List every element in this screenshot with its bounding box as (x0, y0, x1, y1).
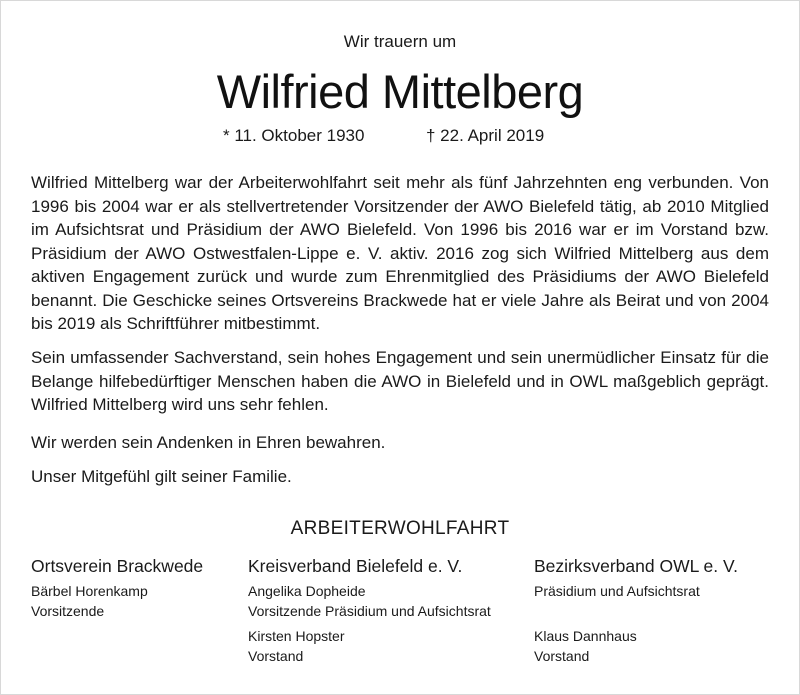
signatory-role: Vorstand (534, 648, 590, 664)
body-paragraph-remembrance: Wir werden sein Andenken in Ehren bewahren. (31, 433, 386, 452)
signatory-name: Angelika Dopheide (248, 583, 366, 599)
signatory (534, 581, 738, 601)
signature-column-ortsverein (31, 555, 203, 621)
signatory (534, 626, 738, 666)
birth-date: * 11. Oktober 1930 (223, 126, 365, 145)
signatory-role: Präsidium und Aufsichtsrat (534, 583, 700, 599)
signatory-role: Vorstand (248, 648, 304, 664)
deceased-name: Wilfried Mittelberg (216, 65, 584, 118)
signature-column-bezirksverband (534, 555, 738, 666)
signatory (248, 626, 491, 666)
signatory-role: Vorsitzende (31, 603, 105, 619)
signatory-role: Vorsitzende Präsidium und Aufsichtsrat (248, 603, 491, 619)
signatory (248, 581, 491, 621)
body-paragraph-condolence: Unser Mitgefühl gilt seiner Familie. (31, 467, 292, 486)
signature-column-kreisverband (248, 555, 491, 666)
death-date: † 22. April 2019 (426, 126, 545, 145)
column-title: Kreisverband Bielefeld e. V. (248, 556, 463, 576)
organization-name: ARBEITERWOHLFAHRT (290, 518, 510, 539)
signatory-name: Kirsten Hopster (248, 628, 345, 644)
intro-text: Wir trauern um (343, 32, 457, 51)
signatory-name: Bärbel Horenkamp (31, 583, 148, 599)
body-paragraph-tribute: Sein umfassender Sachverstand, sein hohes Engagement und sein unermüdlicher Einsatz für die Belange hilfebedürftiger Menschen haben die AWO in Bielefeld und in OWL maßgeblich geprägt. Wilfried Mittelberg wird uns sehr fehlen. (31, 348, 769, 414)
body-paragraph-biography: Wilfried Mittelberg war der Arbeiterwohlfahrt seit mehr als fünf Jahrzehnten eng verbunden. Von 1996 bis 2004 war er als stellvertretender Vorsitzender der AWO Bielefeld tätig, ab 2010 Mitglied im Aufsichtsrat und Präsidium der AWO Bielefeld. Von 1996 bis 2016 war er im Vorstand bzw. Präsidium der AWO Ostwestfalen-Lippe e. V. aktiv. 2016 zog sich Wilfried Mittelberg aus dem aktiven Engagement zurück und wurde zum Ehrenmitglied des Präsidiums der AWO Bielefeld benannt. Die Geschicke seines Ortsvereins Brackwede hat er viele Jahre als Beirat und von 2004 bis 2019 als Schriftführer mitbestimmt. (31, 173, 769, 333)
signatory-name: Klaus Dannhaus (534, 628, 637, 644)
column-title: Bezirksverband OWL e. V. (534, 556, 738, 576)
column-title: Ortsverein Brackwede (31, 556, 204, 576)
signatory (31, 581, 203, 621)
